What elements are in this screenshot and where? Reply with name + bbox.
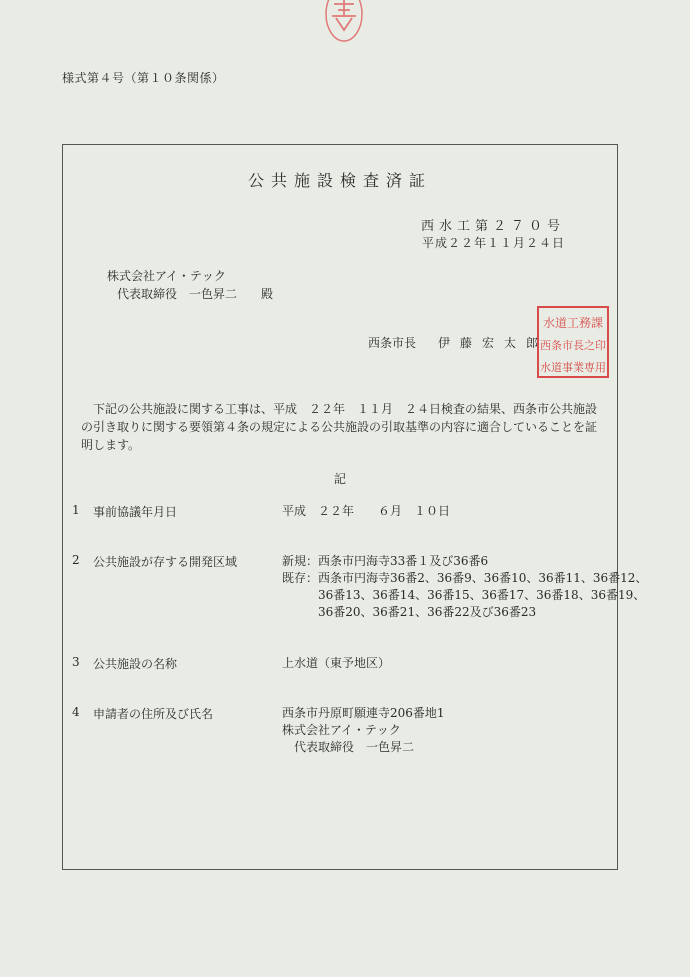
item-value-2-line-4: 36番20、36番21、36番22及び36番23 <box>282 605 537 619</box>
item-value-2-line-1: 新規：西条市円海寺33番１及び36番6 <box>282 554 489 568</box>
seal-line-3: 水道事業専用 <box>540 361 606 374</box>
addressee-company: 株式会社アイ・テック <box>107 269 226 283</box>
item-label-2: 公共施設が存する開発区域 <box>93 555 238 569</box>
official-seal-stamp <box>536 305 610 379</box>
ki-heading: 記 <box>333 472 346 486</box>
item-number-2: 2 <box>72 553 80 567</box>
form-number: 様式第４号（第１０条関係） <box>62 71 225 85</box>
item-value-3: 上水道（東予地区） <box>282 656 391 670</box>
document-date: 平成２２年１１月２４日 <box>421 236 565 250</box>
top-seal-stamp <box>324 0 364 44</box>
item-value-4-line-1: 西条市丹原町願連寺206番地1 <box>282 706 445 720</box>
item-value-2-line-3: 36番13、36番14、36番15、36番17、36番18、36番19、 <box>282 588 646 602</box>
item-number-4: 4 <box>72 705 80 719</box>
addressee-representative: 代表取締役 一色昇二 殿 <box>117 287 274 301</box>
item-value-2-line-2: 既存：西条市円海寺36番2、36番9、36番10、36番11、36番12、 <box>282 571 648 585</box>
item-value-1: 平成 ２２年 ６月 １０日 <box>282 504 451 518</box>
issuer-title: 西条市長 <box>368 336 417 350</box>
certificate-frame <box>62 144 648 870</box>
item-label-3: 公共施設の名称 <box>93 657 178 671</box>
item-number-1: 1 <box>72 503 80 517</box>
item-number-3: 3 <box>72 655 80 669</box>
item-label-4: 申請者の住所及び氏名 <box>93 707 214 721</box>
seal-line-2: 西条市長之印 <box>540 339 606 352</box>
issuer-name: 伊藤宏太郎 <box>438 336 549 350</box>
item-value-4-line-3: 代表取締役 一色昇二 <box>282 740 415 754</box>
item-value-4-line-2: 株式会社アイ・テック <box>282 723 401 737</box>
item-label-1: 事前協議年月日 <box>93 505 178 519</box>
certificate-body-text: 下記の公共施設に関する工事は、平成 ２２年 １１月 ２４日検査の結果、西条市公共施設の引き取りに関する要領第４条の規定による公共施設の引取基準の内容に適合していることを証明します。 <box>81 402 598 452</box>
document-number: 西水工第２７０号 <box>420 219 565 234</box>
seal-line-1: 水道工務課 <box>542 316 604 330</box>
document-title: 公共施設検査済証 <box>247 171 432 190</box>
